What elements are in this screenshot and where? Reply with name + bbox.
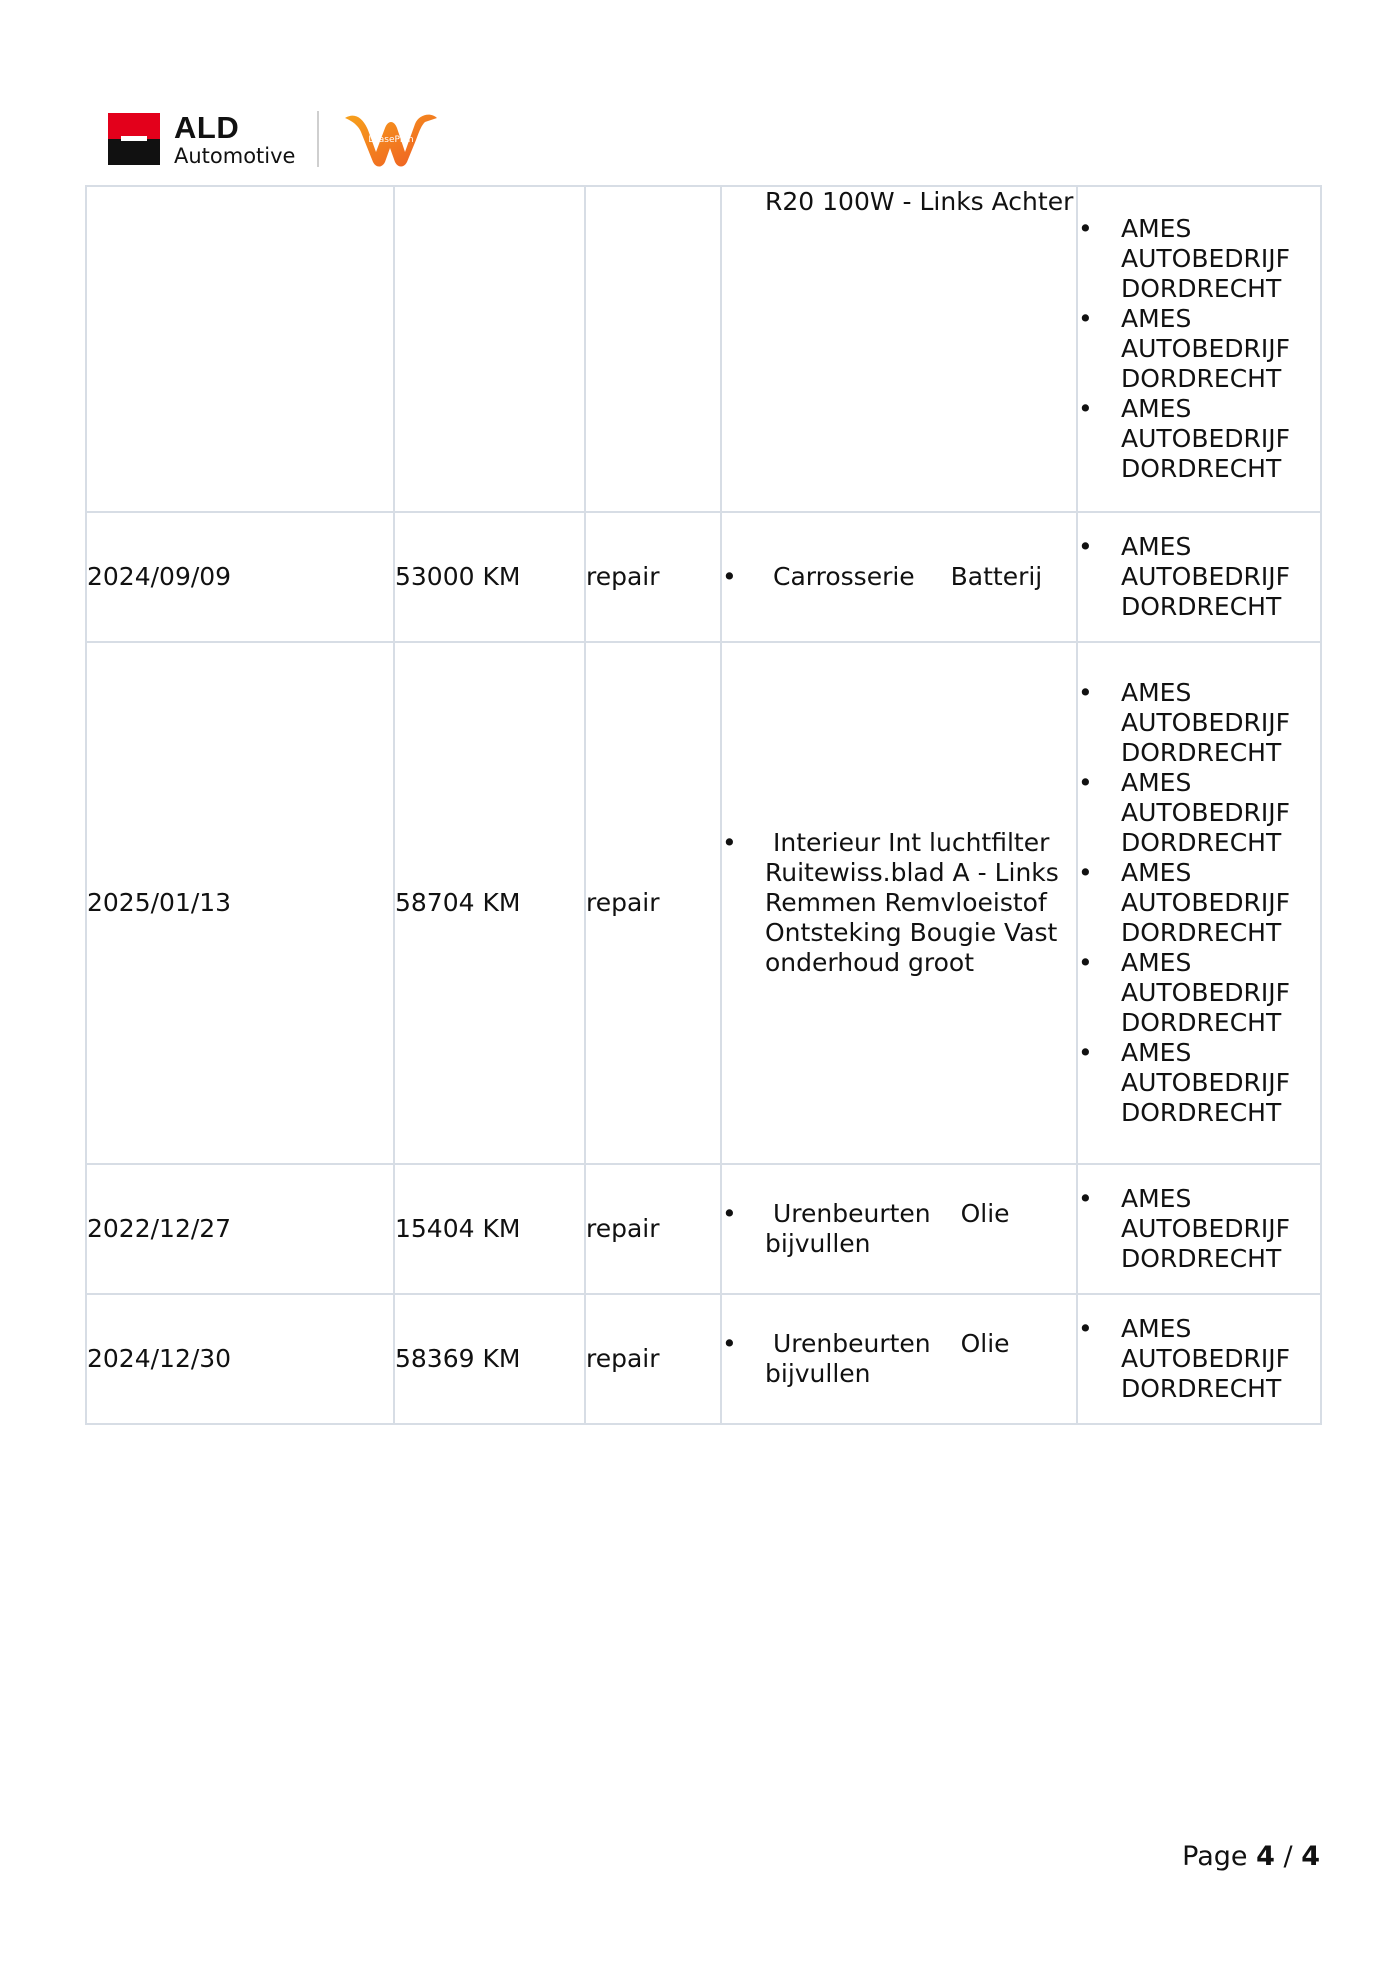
km-cell: 58704 KM bbox=[394, 642, 585, 1164]
garage-item: • AMES AUTOBEDRIJF DORDRECHT bbox=[1078, 858, 1320, 948]
garage-list bbox=[1078, 678, 1320, 1128]
description-cell bbox=[721, 186, 1077, 512]
garage-item: • AMES AUTOBEDRIJF DORDRECHT bbox=[1078, 948, 1320, 1038]
leaseplan-logo-text: LeasePlan bbox=[368, 135, 415, 145]
logo-divider bbox=[317, 111, 319, 167]
km-cell bbox=[394, 186, 585, 512]
description-item bbox=[722, 1329, 1076, 1389]
garage-cell bbox=[1077, 1164, 1321, 1294]
description-text: Interieur Int luchtfilter Ruitewiss.blad A - Links Remmen Remvloeistof Ontsteking Bougie Vast onderhoud groot bbox=[765, 828, 1059, 977]
ald-subtitle: Automotive bbox=[174, 143, 296, 168]
date-cell: 2024/12/30 bbox=[86, 1294, 394, 1424]
description-text: R20 100W - Links Achter bbox=[765, 187, 1074, 216]
garage-item: • AMES AUTOBEDRIJF DORDRECHT bbox=[1078, 768, 1320, 858]
description-cell bbox=[721, 642, 1077, 1164]
header-logos bbox=[108, 108, 441, 170]
page-number bbox=[1182, 1841, 1320, 1872]
garage-list bbox=[1078, 1184, 1320, 1274]
description-item bbox=[722, 1199, 1076, 1259]
description-list bbox=[722, 562, 1076, 592]
table-row bbox=[86, 512, 1321, 642]
garage-cell bbox=[1077, 512, 1321, 642]
km-cell: 53000 KM bbox=[394, 512, 585, 642]
description-cell bbox=[721, 1164, 1077, 1294]
description-item bbox=[722, 828, 1076, 978]
table-row-continued bbox=[86, 186, 1321, 512]
description-item bbox=[722, 562, 1076, 592]
type-cell: repair bbox=[585, 1164, 721, 1294]
garage-cell bbox=[1077, 642, 1321, 1164]
garage-list bbox=[1078, 214, 1320, 484]
table-row bbox=[86, 642, 1321, 1164]
description-list bbox=[722, 1199, 1076, 1259]
garage-item: • AMES AUTOBEDRIJF DORDRECHT bbox=[1078, 678, 1320, 768]
page-current: 4 bbox=[1256, 1841, 1275, 1872]
km-cell: 15404 KM bbox=[394, 1164, 585, 1294]
garage-item: • AMES AUTOBEDRIJF DORDRECHT bbox=[1078, 1038, 1320, 1128]
ald-logo-text bbox=[174, 109, 296, 168]
table-row bbox=[86, 1294, 1321, 1424]
description-text: Urenbeurten Olie bijvullen bbox=[765, 1199, 1010, 1258]
garage-item: • AMES AUTOBEDRIJF DORDRECHT bbox=[1078, 1314, 1320, 1404]
garage-cell bbox=[1077, 186, 1321, 512]
type-cell: repair bbox=[585, 642, 721, 1164]
leaseplan-logo-icon bbox=[341, 108, 441, 170]
ald-brand: ALD bbox=[174, 109, 240, 145]
km-cell: 58369 KM bbox=[394, 1294, 585, 1424]
date-cell: 2022/12/27 bbox=[86, 1164, 394, 1294]
description-cell bbox=[721, 512, 1077, 642]
description-text: Urenbeurten Olie bijvullen bbox=[765, 1329, 1010, 1388]
date-cell: 2024/09/09 bbox=[86, 512, 394, 642]
type-cell bbox=[585, 186, 721, 512]
garage-item: • AMES AUTOBEDRIJF DORDRECHT bbox=[1078, 394, 1320, 484]
maintenance-history-table bbox=[85, 185, 1322, 1425]
garage-list bbox=[1078, 532, 1320, 622]
page-separator: / bbox=[1283, 1841, 1293, 1872]
type-cell: repair bbox=[585, 512, 721, 642]
garage-cell bbox=[1077, 1294, 1321, 1424]
table-row bbox=[86, 1164, 1321, 1294]
page-total: 4 bbox=[1301, 1841, 1320, 1872]
description-list bbox=[722, 1329, 1076, 1389]
garage-list bbox=[1078, 1314, 1320, 1404]
garage-item: • AMES AUTOBEDRIJF DORDRECHT bbox=[1078, 304, 1320, 394]
date-cell: 2025/01/13 bbox=[86, 642, 394, 1164]
description-cell bbox=[721, 1294, 1077, 1424]
date-cell bbox=[86, 186, 394, 512]
garage-item: • AMES AUTOBEDRIJF DORDRECHT bbox=[1078, 1184, 1320, 1274]
ald-logo-icon bbox=[108, 113, 160, 165]
type-cell: repair bbox=[585, 1294, 721, 1424]
garage-item: • AMES AUTOBEDRIJF DORDRECHT bbox=[1078, 532, 1320, 622]
description-text: Carrosserie Batterij bbox=[773, 562, 1043, 591]
garage-item: • AMES AUTOBEDRIJF DORDRECHT bbox=[1078, 214, 1320, 304]
page-label: Page bbox=[1182, 1841, 1248, 1872]
description-list bbox=[722, 828, 1076, 978]
